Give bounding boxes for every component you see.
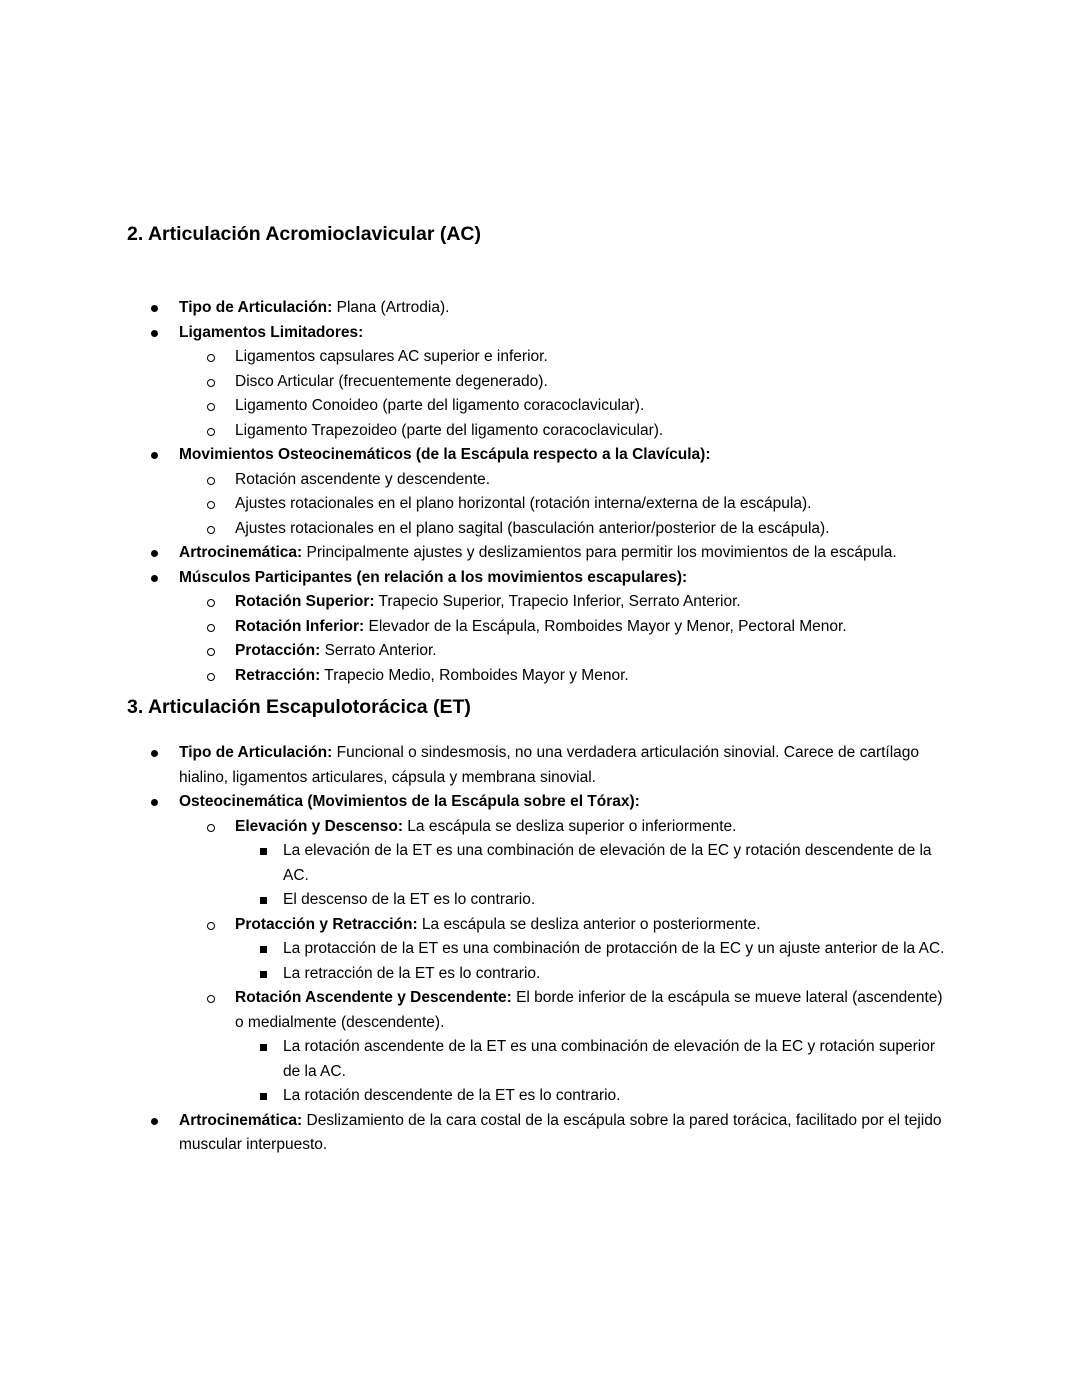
list-item-text (179, 446, 711, 463)
list-item-text (235, 495, 811, 512)
list-item (127, 566, 954, 591)
list-item (127, 541, 954, 566)
list-item-text (179, 324, 363, 341)
circle-bullet-icon (207, 354, 215, 362)
list-item-bold-text: Osteocinemática (Movimientos de la Escápula sobre el Tórax): (179, 793, 640, 810)
disc-bullet-icon (151, 799, 158, 806)
circle-bullet-icon (207, 428, 215, 436)
list-item-regular-text: La rotación descendente de la ET es lo contrario. (283, 1087, 621, 1104)
list-item-bold-text: Tipo de Articulación: (179, 744, 333, 761)
list-item (127, 1109, 954, 1158)
list-item-regular-text: Disco Articular (frecuentemente degenerado). (235, 372, 548, 390)
list-item (127, 468, 954, 493)
list-item-text (283, 1038, 935, 1080)
list-item-text (179, 569, 687, 586)
list-item-regular-text: La retracción de la ET es lo contrario. (283, 964, 541, 982)
list-item-bold-text: Artrocinemática: (179, 544, 303, 561)
circle-bullet-icon (207, 995, 215, 1003)
list-item (127, 492, 954, 517)
list-item-bold-text: Movimientos Osteocinemáticos (de la Escápula respecto a la Clavícula): (179, 446, 711, 463)
list-item-text (179, 744, 919, 786)
list-item-bold-text: Rotación Inferior: (235, 617, 365, 635)
list-item (127, 664, 954, 689)
circle-bullet-icon (207, 501, 215, 509)
circle-bullet-icon (207, 403, 215, 411)
square-bullet-icon (260, 1093, 267, 1100)
list-item (127, 419, 954, 444)
list-item-regular-text: Trapecio Superior, Trapecio Inferior, Serrato Anterior. (374, 593, 741, 610)
circle-bullet-icon (207, 922, 215, 930)
list-item-text (235, 593, 741, 610)
list-item-regular-text: La rotación ascendente de la ET es una combinación de elevación de la EC y rotación superior de la AC. (283, 1038, 935, 1080)
square-bullet-icon (260, 946, 267, 953)
document-section (127, 221, 954, 688)
list-item (127, 1035, 954, 1084)
list-item-text (235, 471, 490, 488)
list-item-bold-text: Protacción y Retracción: (235, 915, 418, 933)
list-item-regular-text: Elevador de la Escápula, Romboides Mayor y Menor, Pectoral Menor. (364, 617, 847, 635)
square-bullet-icon (260, 1044, 267, 1051)
list-item-bold-text: Rotación Superior: (235, 593, 375, 610)
list-item-text (179, 299, 449, 316)
list-item-text (283, 1087, 620, 1104)
list-item-text (283, 842, 932, 884)
list-item-text (235, 989, 943, 1031)
disc-bullet-icon (151, 452, 158, 459)
list-item (127, 345, 954, 370)
disc-bullet-icon (151, 1118, 158, 1125)
list-item-regular-text: La protacción de la ET es una combinación de protacción de la EC y un ajuste anterior de la AC. (283, 940, 945, 957)
list-item (127, 1084, 954, 1109)
list-item-text (235, 618, 847, 635)
circle-bullet-icon (207, 624, 215, 632)
disc-bullet-icon (151, 750, 158, 757)
circle-bullet-icon (207, 673, 215, 681)
list-item-bold-text: Músculos Participantes (en relación a los movimientos escapulares): (179, 568, 688, 586)
list-item-text (235, 373, 548, 390)
list-item-regular-text: El borde inferior de la escápula se mueve lateral (ascendente) o medialmente (descendente). (235, 989, 943, 1031)
list-item-text (235, 818, 736, 835)
list-item-regular-text: Ligamentos capsulares AC superior e inferior. (235, 348, 548, 365)
list-item-bold-text: Elevación y Descenso: (235, 817, 403, 835)
list-item (127, 913, 954, 938)
list-item-regular-text: Ligamento Conoideo (parte del ligamento coracoclavicular). (235, 397, 645, 414)
list-item (127, 839, 954, 888)
list-item-text (283, 940, 944, 957)
list-item-bold-text: Protacción: (235, 642, 321, 659)
circle-bullet-icon (207, 477, 215, 485)
list-item-regular-text: Serrato Anterior. (320, 642, 437, 659)
circle-bullet-icon (207, 824, 215, 832)
circle-bullet-icon (207, 648, 215, 656)
list-item-regular-text: Ligamento Trapezoideo (parte del ligamento coracoclavicular). (235, 421, 664, 439)
list-item-regular-text: Principalmente ajustes y deslizamientos para permitir los movimientos de la escápula. (302, 544, 897, 561)
list-item-text (179, 1112, 942, 1154)
list-item-text (235, 642, 437, 659)
list-item-regular-text: Plana (Artrodia). (332, 299, 450, 316)
list-item-regular-text: Ajustes rotacionales en el plano sagital (basculación anterior/posterior de la escápula). (235, 519, 830, 537)
section-heading: 3. Articulación Escapulotorácica (ET) (127, 696, 471, 718)
list-item-bold-text: Rotación Ascendente y Descendente: (235, 989, 512, 1006)
list-item-regular-text: La escápula se desliza superior o inferiormente. (403, 817, 737, 835)
circle-bullet-icon (207, 379, 215, 387)
list-item-text (235, 667, 629, 684)
list-item-regular-text: Trapecio Medio, Romboides Mayor y Menor. (320, 666, 629, 684)
list-item (127, 962, 954, 987)
list-item (127, 986, 954, 1035)
list-item (127, 370, 954, 395)
list-item-regular-text: Rotación ascendente y descendente. (235, 470, 491, 488)
list-item-text (179, 544, 897, 561)
disc-bullet-icon (151, 575, 158, 582)
list-item-text (179, 793, 640, 810)
list-item (127, 394, 954, 419)
disc-bullet-icon (151, 305, 158, 312)
list-item (127, 517, 954, 542)
circle-bullet-icon (207, 599, 215, 607)
disc-bullet-icon (151, 550, 158, 557)
list-item-text (235, 520, 830, 537)
document-section (127, 694, 954, 1158)
list-item-regular-text: Ajustes rotacionales en el plano horizontal (rotación interna/externa de la escápula). (235, 495, 812, 512)
list-item-regular-text: La escápula se desliza anterior o posteriormente. (417, 915, 761, 933)
list-item (127, 937, 954, 962)
list-item (127, 296, 954, 321)
list-item (127, 321, 954, 346)
section-heading: 2. Articulación Acromioclavicular (AC) (127, 223, 481, 245)
square-bullet-icon (260, 848, 267, 855)
list-item-bold-text: Retracción: (235, 666, 321, 684)
document-content (127, 221, 954, 1158)
list-item (127, 888, 954, 913)
list-item-bold-text: Ligamentos Limitadores: (179, 323, 364, 341)
list-item-regular-text: Funcional o sindesmosis, no una verdadera articulación sinovial. Carece de cartílago hialino, ligamentos articulares, cápsula y membrana sinovial. (179, 744, 920, 786)
list-item-bold-text: Tipo de Articulación: (179, 299, 333, 316)
square-bullet-icon (260, 971, 267, 978)
list-item (127, 615, 954, 640)
list-item (127, 443, 954, 468)
list-item (127, 639, 954, 664)
list-item (127, 790, 954, 815)
list-item-text (235, 397, 644, 414)
list-item-text (235, 422, 663, 439)
list-item-text (235, 348, 548, 365)
list-item-regular-text: Deslizamiento de la cara costal de la escápula sobre la pared torácica, facilitado por el tejido muscular interpuesto. (179, 1111, 942, 1153)
list-item-regular-text: El descenso de la ET es lo contrario. (283, 891, 536, 908)
list-item (127, 741, 954, 790)
list-item-text (283, 965, 540, 982)
circle-bullet-icon (207, 526, 215, 534)
list-item-text (283, 891, 535, 908)
list-item-text (235, 916, 761, 933)
disc-bullet-icon (151, 330, 158, 337)
square-bullet-icon (260, 897, 267, 904)
list-item-bold-text: Artrocinemática: (179, 1111, 303, 1129)
list-item-regular-text: La elevación de la ET es una combinación de elevación de la EC y rotación descendente de la AC. (283, 842, 932, 884)
list-item (127, 590, 954, 615)
list-item (127, 815, 954, 840)
